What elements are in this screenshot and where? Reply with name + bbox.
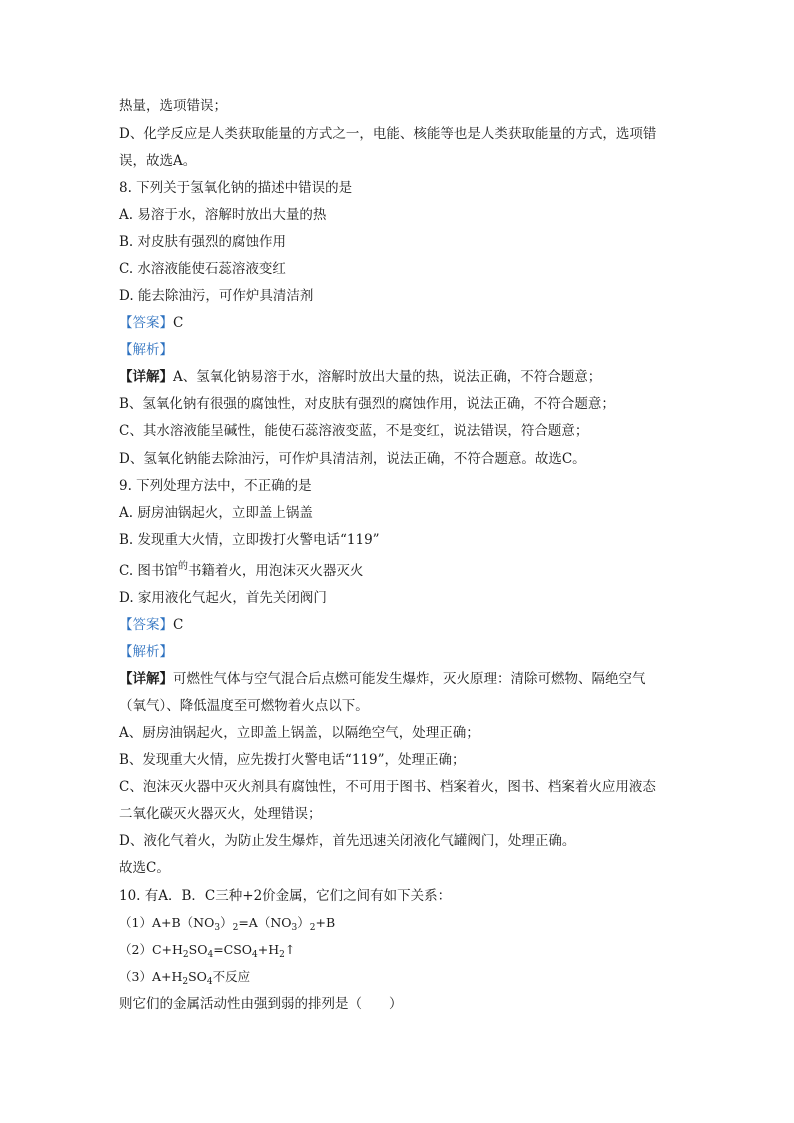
q9-detail-line: （氧气）、降低温度至可燃物着火点以下。 xyxy=(119,698,369,714)
q10-equation-1: $(1)A+B(NO_3)_2=A(NO_3)_2+B$ xyxy=(119,915,336,933)
q9-answer xyxy=(119,615,183,635)
q8-detail-line: B、氢氧化钠有很强的腐蚀性，对皮肤有强烈的腐蚀作用，说法正确，不符合题意； xyxy=(119,396,615,412)
q8-answer xyxy=(119,313,183,333)
analysis-label: 【解析】 xyxy=(119,342,173,358)
q9-option-a: A. 厨房油锅起火，立即盖上锅盖 xyxy=(119,505,313,521)
q9-detail-line: 故选C。 xyxy=(119,860,170,876)
q9-detail-line xyxy=(119,669,646,689)
answer-label: 【答案】 xyxy=(119,617,173,633)
q10-equation-3: $(3)A+H_2SO_4$不反应 xyxy=(119,969,251,987)
q7-text-line: D、化学反应是人类获取能量的方式之一，电能、核能等也是人类获取能量的方式，选项错 xyxy=(119,126,657,142)
q9-option-c: C. 图书馆$^的$书籍着火，用泡沫灭火器灭火 xyxy=(119,561,364,579)
detail-text: 可燃性气体与空气混合后点燃可能发生爆炸，灭火原理：清除可燃物、隔绝空气 xyxy=(173,671,646,687)
answer-label: 【答案】 xyxy=(119,315,173,331)
answer-value: C xyxy=(173,617,184,633)
q8-option-d: D. 能去除油污，可作炉具清洁剂 xyxy=(119,288,314,304)
q8-option-c: C. 水溶液能使石蕊溶液变红 xyxy=(119,261,286,277)
q9-detail-line: A、厨房油锅起火，立即盖上锅盖，以隔绝空气，处理正确； xyxy=(119,725,480,741)
detail-text: A、氢氧化钠易溶于水，溶解时放出大量的热，说法正确，不符合题意； xyxy=(173,369,602,385)
detail-label: 【详解】 xyxy=(119,369,173,385)
q8-option-a: A. 易溶于水，溶解时放出大量的热 xyxy=(119,207,327,223)
q9-analysis-label xyxy=(119,642,173,662)
analysis-label: 【解析】 xyxy=(119,644,173,660)
q9-option-d: D. 家用液化气起火，首先关闭阀门 xyxy=(119,590,327,606)
q8-detail-line xyxy=(119,367,601,387)
q9-detail-line: D、液化气着火，为防止发生爆炸，首先迅速关闭液化气罐阀门，处理正确。 xyxy=(119,833,576,849)
q7-text-line: 误，故选A。 xyxy=(119,153,197,169)
q8-detail-line: D、氢氧化钠能去除油污，可作炉具清洁剂，说法正确，不符合题意。故选C。 xyxy=(119,451,586,467)
q10-equation-2: $(2)C+H_2SO_4=CSO_4+H_2↑$ xyxy=(119,942,296,960)
q9-stem: 9. 下列处理方法中，不正确的是 xyxy=(119,478,312,494)
q10-question: 则它们的金属活动性由强到弱的排列是（ ） xyxy=(119,996,403,1012)
detail-label: 【详解】 xyxy=(119,671,173,687)
q8-analysis-label xyxy=(119,340,173,360)
q8-option-b: B. 对皮肤有强烈的腐蚀作用 xyxy=(119,234,287,250)
q8-detail-line: C、其水溶液能呈碱性，能使石蕊溶液变蓝，不是变红，说法错误，符合题意； xyxy=(119,423,589,439)
q9-detail-line: 二氧化碳灭火器灭火，处理错误； xyxy=(119,806,322,822)
q9-option-b: B. 发现重大火情，立即拨打火警电话“119” xyxy=(119,532,380,548)
answer-value: C xyxy=(173,315,184,331)
q7-text-line: 热量，选项错误； xyxy=(119,98,227,114)
q10-stem: 10. 有A．B．C三种+2价金属，它们之间有如下关系： xyxy=(119,888,452,904)
q8-stem: 8. 下列关于氢氧化钠的描述中错误的是 xyxy=(119,180,353,196)
q9-detail-line: B、发现重大火情，应先拨打火警电话“119”，处理正确； xyxy=(119,752,466,768)
q9-detail-line: C、泡沫灭火器中灭火剂具有腐蚀性，不可用于图书、档案着火，图书、档案着火应用液态 xyxy=(119,779,656,795)
